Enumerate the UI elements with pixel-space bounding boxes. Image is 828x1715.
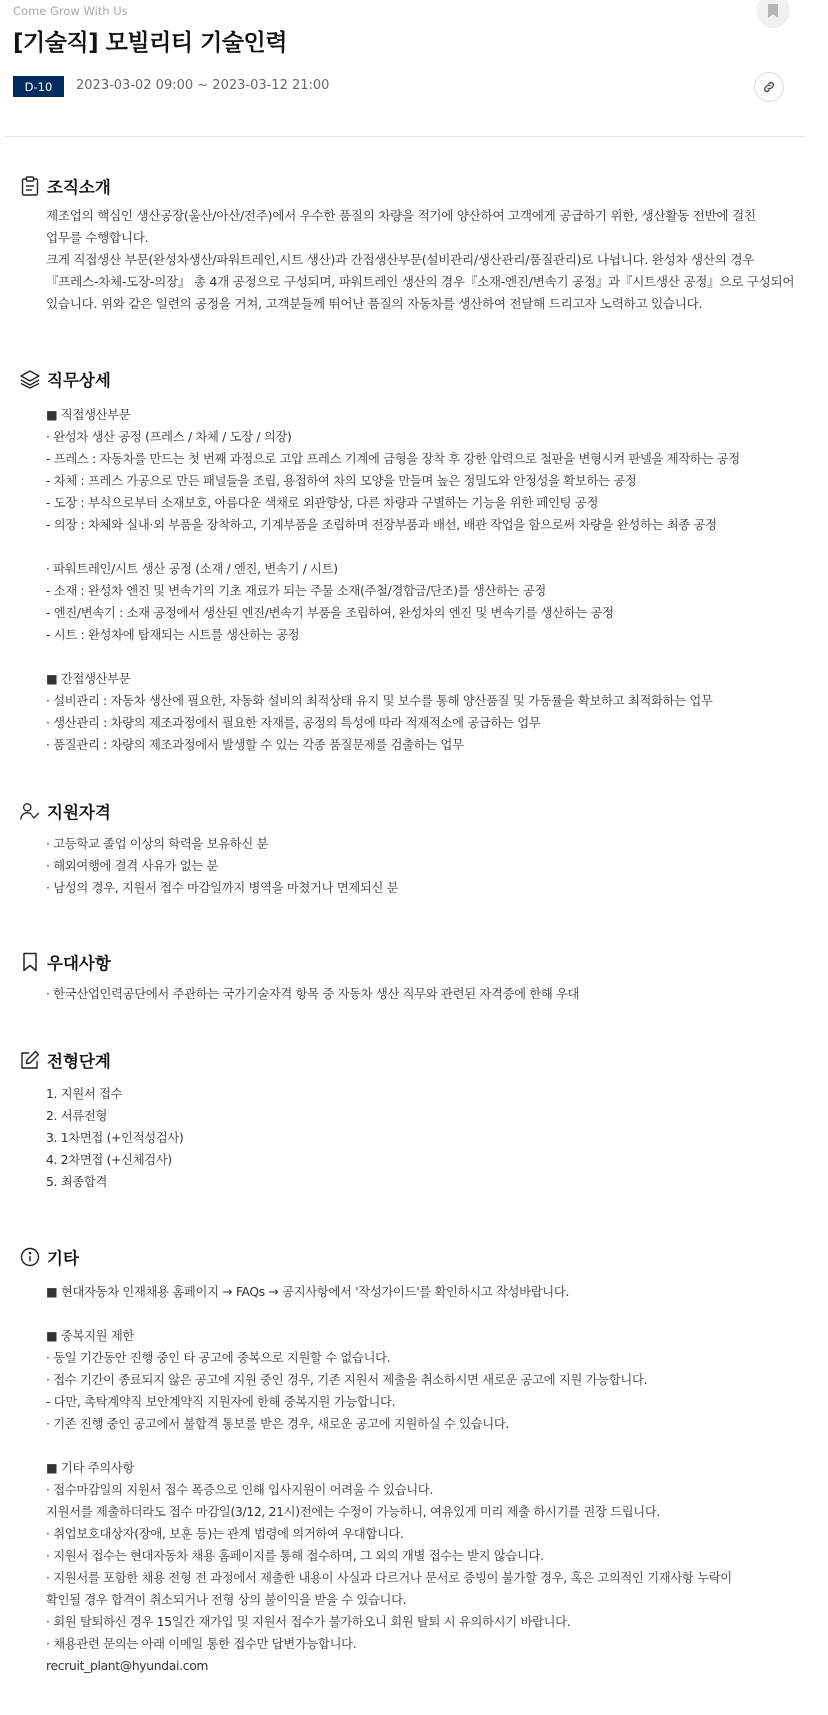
step-item: 3. 1차면접 (+인적성검사) (46, 1131, 184, 1145)
dday-badge: D-10 (13, 76, 64, 97)
section-header-org (20, 173, 111, 199)
section-header-job (20, 366, 111, 392)
job-line: · 설비관리 : 자동차 생산에 필요한, 자동화 설비의 최적상태 유지 및 보수를 통해 양산품질 및 가동률을 확보하고 최적화하는 업무 (46, 694, 713, 708)
etc-line: · 기존 진행 중인 공고에서 불합격 통보를 받은 경우, 새로운 공고에 지원하실 수 있습니다. (46, 1417, 510, 1431)
job-line: - 프레스 : 자동차를 만드는 첫 번째 과정으로 고압 프레스 기계에 금형을 장착 후 강한 압력으로 철판을 변형시켜 판넬을 제작하는 공정 (46, 452, 740, 466)
etc-body (46, 1281, 732, 1677)
job-line: · 파워트레인/시트 생산 공정 (소재 / 엔진, 변속기 / 시트) (46, 562, 338, 576)
section-header-qual (20, 798, 111, 824)
pref-body (46, 983, 579, 1005)
job-line: - 시트 : 완성차에 탑재되는 시트를 생산하는 공정 (46, 628, 300, 642)
etc-line: · 동일 기간동안 진행 중인 타 공고에 중복으로 지원할 수 없습니다. (46, 1351, 391, 1365)
spacer (46, 1435, 732, 1457)
job-line: ■ 간접생산부문 (46, 672, 131, 686)
etc-line: · 지원서를 포함한 채용 전형 전 과정에서 제출한 내용이 사실과 다르거나 문서로 증빙이 불가할 경우, 혹은 고의적인 기재사항 누락이 (46, 1571, 732, 1585)
etc-line: · 채용관련 문의는 아래 이메일 통한 접수만 답변가능합니다. (46, 1637, 357, 1651)
qual-line: · 해외여행에 결격 사유가 없는 분 (46, 859, 219, 873)
job-line: · 생산관리 : 차량의 제조과정에서 필요한 자재를, 공정의 특성에 따라 적재적소에 공급하는 업무 (46, 716, 541, 730)
etc-line: 확인될 경우 합격이 취소되거나 전형 상의 불이익을 받을 수 있습니다. (46, 1593, 407, 1607)
org-line: 있습니다. 위와 같은 일련의 공정을 거쳐, 고객분들께 뛰어난 품질의 자동차를 생산하여 전달해 드리고자 노력하고 있습니다. (46, 296, 703, 311)
qual-body (46, 833, 398, 899)
org-body (46, 205, 794, 315)
etc-line: ■ 기타 주의사항 (46, 1461, 135, 1475)
org-line: 제조업의 핵심인 생산공장(울산/아산/전주)에서 우수한 품질의 차량을 적기에 양산하여 고객에게 공급하기 위한, 생산활동 전반에 걸친 (46, 208, 756, 223)
section-header-etc (20, 1244, 79, 1270)
etc-line: · 지원서 접수는 현대자동차 채용 홈페이지를 통해 접수하며, 그 외의 개별 접수는 받지 않습니다. (46, 1549, 544, 1563)
info-icon (20, 1247, 40, 1267)
bookmark-button[interactable] (756, 0, 790, 28)
org-line: 크게 직접생산 부문(완성차생산/파워트레인,시트 생산)과 간접생산부문(설비관리/생산관리/품질관리)로 나뉩니다. 완성차 생산의 경우 (46, 252, 755, 267)
pref-line: · 한국산업인력공단에서 주관하는 국가기술자격 항목 중 자동차 생산 직무와 관련된 자격증에 한해 우대 (46, 987, 580, 1001)
page-title: [기술직] 모빌리티 기술인력 (13, 30, 287, 56)
section-title-org: 조직소개 (47, 178, 111, 197)
header-divider (5, 136, 805, 137)
bookmark-icon (767, 4, 779, 18)
edit-icon (20, 1050, 40, 1070)
steps-body (46, 1083, 184, 1193)
eyebrow-text: Come Grow With Us (13, 4, 128, 18)
section-header-pref (20, 949, 111, 975)
step-item: 2. 서류전형 (46, 1109, 108, 1123)
link-icon (762, 80, 776, 94)
etc-line: · 접수 기간이 종료되지 않은 공고에 지원 중인 경우, 기존 지원서 제출을 취소하시면 새로운 공고에 지원 가능합니다. (46, 1373, 648, 1387)
step-item: 1. 지원서 접수 (46, 1087, 123, 1101)
etc-line: 지원서를 제출하더라도 접수 마감일(3/12, 21시)전에는 수정이 가능하니, 여유있게 미리 제출 하시기를 권장 드립니다. (46, 1505, 661, 1519)
step-item: 5. 최종합격 (46, 1175, 108, 1189)
qual-line: · 고등학교 졸업 이상의 학력을 보유하신 분 (46, 837, 269, 851)
etc-line: · 회원 탈퇴하신 경우 15일간 재가입 및 지원서 접수가 불가하오니 회원 탈퇴 시 유의하시기 바랍니다. (46, 1615, 571, 1629)
contact-email: recruit_plant@hyundai.com (46, 1659, 209, 1673)
etc-line: ■ 중복지원 제한 (46, 1329, 135, 1343)
job-line: - 차체 : 프레스 가공으로 만든 패널들을 조립, 용접하여 차의 모양을 만들며 높은 정밀도와 안정성을 확보하는 공정 (46, 474, 637, 488)
section-title-job: 직무상세 (47, 371, 111, 390)
job-line: - 의장 : 차체와 실내·외 부품을 장착하고, 기계부품을 조립하며 전장부품과 배선, 배관 작업을 함으로써 차량을 완성하는 최종 공정 (46, 518, 717, 532)
section-title-qual: 지원자격 (47, 803, 111, 822)
job-body (46, 404, 740, 756)
posting-header (0, 0, 828, 140)
spacer (46, 646, 740, 668)
job-line: ■ 직접생산부문 (46, 408, 131, 422)
job-line: - 엔진/변속기 : 소재 공정에서 생산된 엔진/변속기 부품을 조립하여, 완성차의 엔진 및 변속기를 생산하는 공정 (46, 606, 614, 620)
job-line: · 품질관리 : 차량의 제조과정에서 발생할 수 있는 각종 품질문제를 검출하는 업무 (46, 738, 464, 752)
clipboard-icon (20, 176, 40, 196)
etc-line: ■ 현대자동차 인재채용 홈페이지 → FAQs → 공지사항에서 '작성가이드'를 확인하시고 작성바랍니다. (46, 1285, 570, 1299)
qual-line: · 남성의 경우, 지원서 접수 마감일까지 병역을 마쳤거나 면제되신 분 (46, 881, 399, 895)
job-line: - 소재 : 완성차 엔진 및 변속기의 기초 재료가 되는 주물 소재(주철/경합금/단조)를 생산하는 공정 (46, 584, 546, 598)
layers-icon (20, 369, 40, 389)
section-title-pref: 우대사항 (47, 954, 111, 973)
application-period: 2023-03-02 09:00 ~ 2023-03-12 21:00 (76, 78, 330, 93)
section-header-steps (20, 1047, 111, 1073)
job-line: · 완성차 생산 공정 (프레스 / 차체 / 도장 / 의장) (46, 430, 292, 444)
spacer (46, 1303, 732, 1325)
org-line: 업무를 수행합니다. (46, 230, 149, 245)
job-line: - 도장 : 부식으로부터 소재보호, 아름다운 색채로 외관향상, 다른 차량과 구별하는 기능을 위한 페인팅 공정 (46, 496, 599, 510)
org-line: 『프레스-차체-도장-의장』 총 4개 공정으로 구성되며, 파워트레인 생산의 경우『소재-엔진/변속기 공정』과『시트생산 공정』으로 구성되어 (46, 274, 795, 289)
person-check-icon (20, 801, 40, 821)
etc-line: · 접수마감일의 지원서 접수 폭증으로 인해 입사지원이 어려울 수 있습니다. (46, 1483, 434, 1497)
spacer (46, 536, 740, 558)
bookmark-outline-icon (20, 952, 40, 972)
etc-line: · 취업보호대상자(장애, 보훈 등)는 관계 법령에 의거하여 우대합니다. (46, 1527, 404, 1541)
copy-link-button[interactable] (754, 72, 784, 102)
step-item: 4. 2차면접 (+신체검사) (46, 1153, 172, 1167)
section-title-etc: 기타 (47, 1249, 79, 1268)
section-title-steps: 전형단계 (47, 1052, 111, 1071)
etc-line: - 다만, 촉탁계약직 보안계약직 지원자에 한해 중복지원 가능합니다. (46, 1395, 396, 1409)
